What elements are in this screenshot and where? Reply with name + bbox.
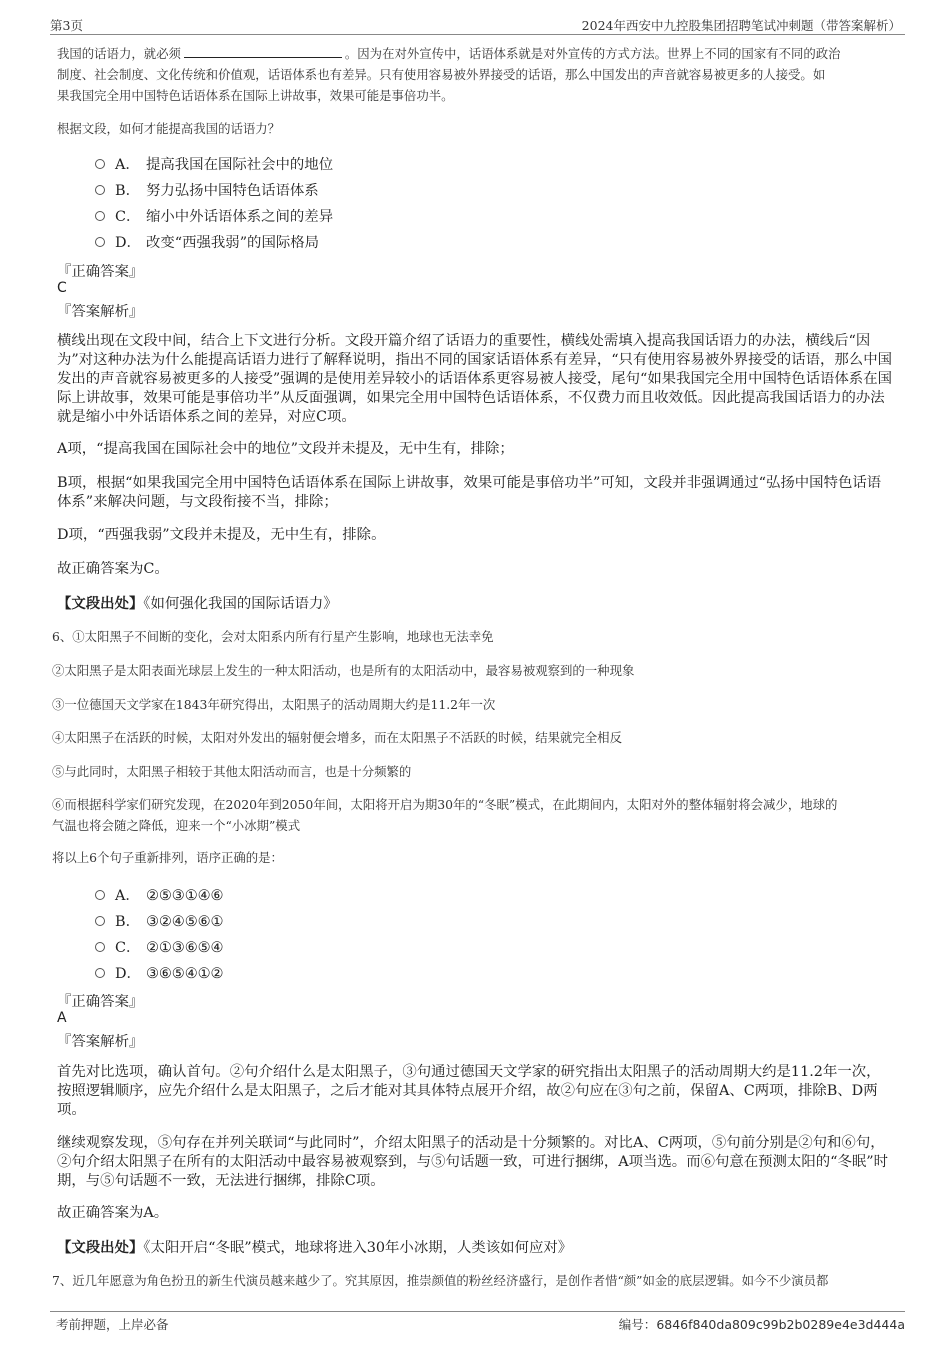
- q6-option-b[interactable]: B． ③②④⑤⑥①: [95, 910, 223, 932]
- q5-analysis-p2: A项，“提高我国在国际社会中的地位”文段并未提及，无中生有，排除；: [57, 441, 514, 457]
- q6-sentence-5: ⑤与此同时，太阳黑子相较于其他太阳活动而言，也是十分频繁的: [52, 764, 412, 779]
- q6-sentence-4: ④太阳黑子在活跃的时候，太阳对外发出的辐射便会增多，而在太阳黑子不活跃的时候，结果就完全相反: [52, 730, 622, 745]
- q6-source: 【文段出处】《太阳开启“冬眠”模式，地球将进入30年小冰期，人类该如何应对》: [57, 1239, 573, 1256]
- q5-question: 根据文段，如何才能提高我国的话语力？: [57, 121, 281, 136]
- q6-analysis-p1: 首先对比选项，确认首句。②句介绍什么是太阳黑子，③句通过德国天文学家的研究指出太阳黑子的活动周期大约是11.2年一次，按照逻辑顺序，应先介绍什么是太阳黑子，之后才能对其具体特点展开介绍，故②句应在③句之前，保留A、C两项，排除B、D两项。: [57, 1064, 881, 1118]
- q5-answer: C: [57, 280, 67, 296]
- radio-icon[interactable]: [95, 942, 105, 952]
- radio-icon[interactable]: [95, 890, 105, 900]
- page-number: 第3页: [50, 18, 83, 33]
- q5-analysis-p3: B项，根据“如果我国完全用中国特色话语体系在国际上讲故事，效果可能是事倍功半”可知，文段并非强调通过“弘扬中国特色话语体系”来解决问题，与文段衔接不当，排除；: [57, 475, 882, 510]
- q6-option-d[interactable]: D． ③⑥⑤④①②: [95, 962, 223, 984]
- q6-sentence-3: ③一位德国天文学家在1843年研究得出，太阳黑子的活动周期大约是11.2年一次: [52, 697, 496, 712]
- q7-stem: 7、近几年愿意为角色扮丑的新生代演员越来越少了。究其原因，推崇颜值的粉丝经济盛行，是创作者惜“颜”如金的底层逻辑。如今不少演员都: [52, 1273, 829, 1288]
- page-header: [50, 14, 905, 35]
- radio-icon[interactable]: [95, 916, 105, 926]
- q5-source: 【文段出处】《如何强化我国的国际话语力》: [57, 595, 338, 612]
- q6-analysis-p3: 故正确答案为A。: [57, 1205, 169, 1221]
- q5-option-c[interactable]: C． 缩小中外话语体系之间的差异: [95, 205, 333, 227]
- radio-icon[interactable]: [95, 185, 105, 195]
- q6-analysis-label: 『答案解析』: [57, 1034, 144, 1050]
- q5-passage: 我国的话语力，就必须 。因为在对外宣传中，话语体系就是对外宣传的方式方法。世界上不同的国家有不同的政治 制度、社会制度、文化传统和价值观，话语体系也有差异。只有使用容易被外界接受的话语，那么中国发出的声音就容易被更多的人接受。如 果我国完全用中国特色话语体系在国际上讲故事，效果可能是事倍功半。: [57, 46, 841, 103]
- radio-icon[interactable]: [95, 159, 105, 169]
- q5-analysis-p5: 故正确答案为C。: [57, 561, 169, 577]
- q5-analysis-label: 『答案解析』: [57, 304, 144, 320]
- q5-option-a[interactable]: A． 提高我国在国际社会中的地位: [95, 153, 333, 175]
- radio-icon[interactable]: [95, 211, 105, 221]
- radio-icon[interactable]: [95, 968, 105, 978]
- document-title: 2024年西安中九控股集团招聘笔试冲刺题（带答案解析）: [581, 18, 901, 33]
- q5-answer-label: 『正确答案』: [57, 264, 144, 280]
- q6-sentence-6: ⑥而根据科学家们研究发现，在2020年到2050年间，太阳将开启为期30年的“冬眠”模式，在此期间内，太阳对外的整体辐射将会减少，地球的 气温也将会随之降低，迎来一个“小冰期”模式: [52, 797, 838, 833]
- q6-sentence-2: ②太阳黑子是太阳表面光球层上发生的一种太阳活动，也是所有的太阳活动中，最容易被观察到的一种现象: [52, 663, 635, 678]
- q6-answer-label: 『正确答案』: [57, 994, 144, 1010]
- q6-option-c[interactable]: C． ②①③⑥⑤④: [95, 936, 223, 958]
- page-footer: [50, 1311, 905, 1332]
- footer-slogan: 考前押题，上岸必备: [56, 1317, 169, 1332]
- q6-analysis-p2: 继续观察发现，⑤句存在并列关联词“与此同时”，介绍太阳黑子的活动是十分频繁的。对比A、C两项，⑤句前分别是②句和⑥句，②句介绍太阳黑子在所有的太阳活动中最容易被观察到，与⑤句话题一致，可进行捆绑，A项当选。而⑥句意在预测太阳的“冬眠”时期，与⑤句话题不一致，无法进行捆绑，排除C项。: [57, 1135, 888, 1189]
- q5-analysis-p4: D项，“西强我弱”文段并未提及，无中生有，排除。: [57, 527, 386, 543]
- q6-question: 将以上6个句子重新排列，语序正确的是：: [52, 850, 283, 865]
- document-code: 编号：6846f840da809c99b2b0289e4e3d444a: [618, 1317, 905, 1332]
- q5-option-d[interactable]: D． 改变“西强我弱”的国际格局: [95, 231, 319, 253]
- q6-option-a[interactable]: A． ②⑤③①④⑥: [95, 884, 223, 906]
- radio-icon[interactable]: [95, 237, 105, 247]
- q6-sentence-1: 6、①太阳黑子不间断的变化，会对太阳系内所有行星产生影响，地球也无法幸免: [52, 629, 494, 644]
- q6-answer: A: [57, 1010, 67, 1026]
- fill-blank: [184, 45, 342, 58]
- q5-analysis-p1: 横线出现在文段中间，结合上下文进行分析。文段开篇介绍了话语力的重要性，横线处需填入提高我国话语力的办法，横线后“因为”对这种办法为什么能提高话语力进行了解释说明，指出不同的国家话语体系有差异，“只有使用容易被外界接受的话语，那么中国发出的声音就容易被更多的人接受”强调的是使用差异较小的话语体系更容易被人接受，尾句“如果我国完全用中国特色话语体系在国际上讲故事，效果可能是事倍功半”从反面强调，如果完全用中国特色话语体系，不仅费力而且收效低。因此提高我国话语力的办法就是缩小中外话语体系之间的差异，对应C项。: [57, 333, 892, 425]
- q5-option-b[interactable]: B． 努力弘扬中国特色话语体系: [95, 179, 319, 201]
